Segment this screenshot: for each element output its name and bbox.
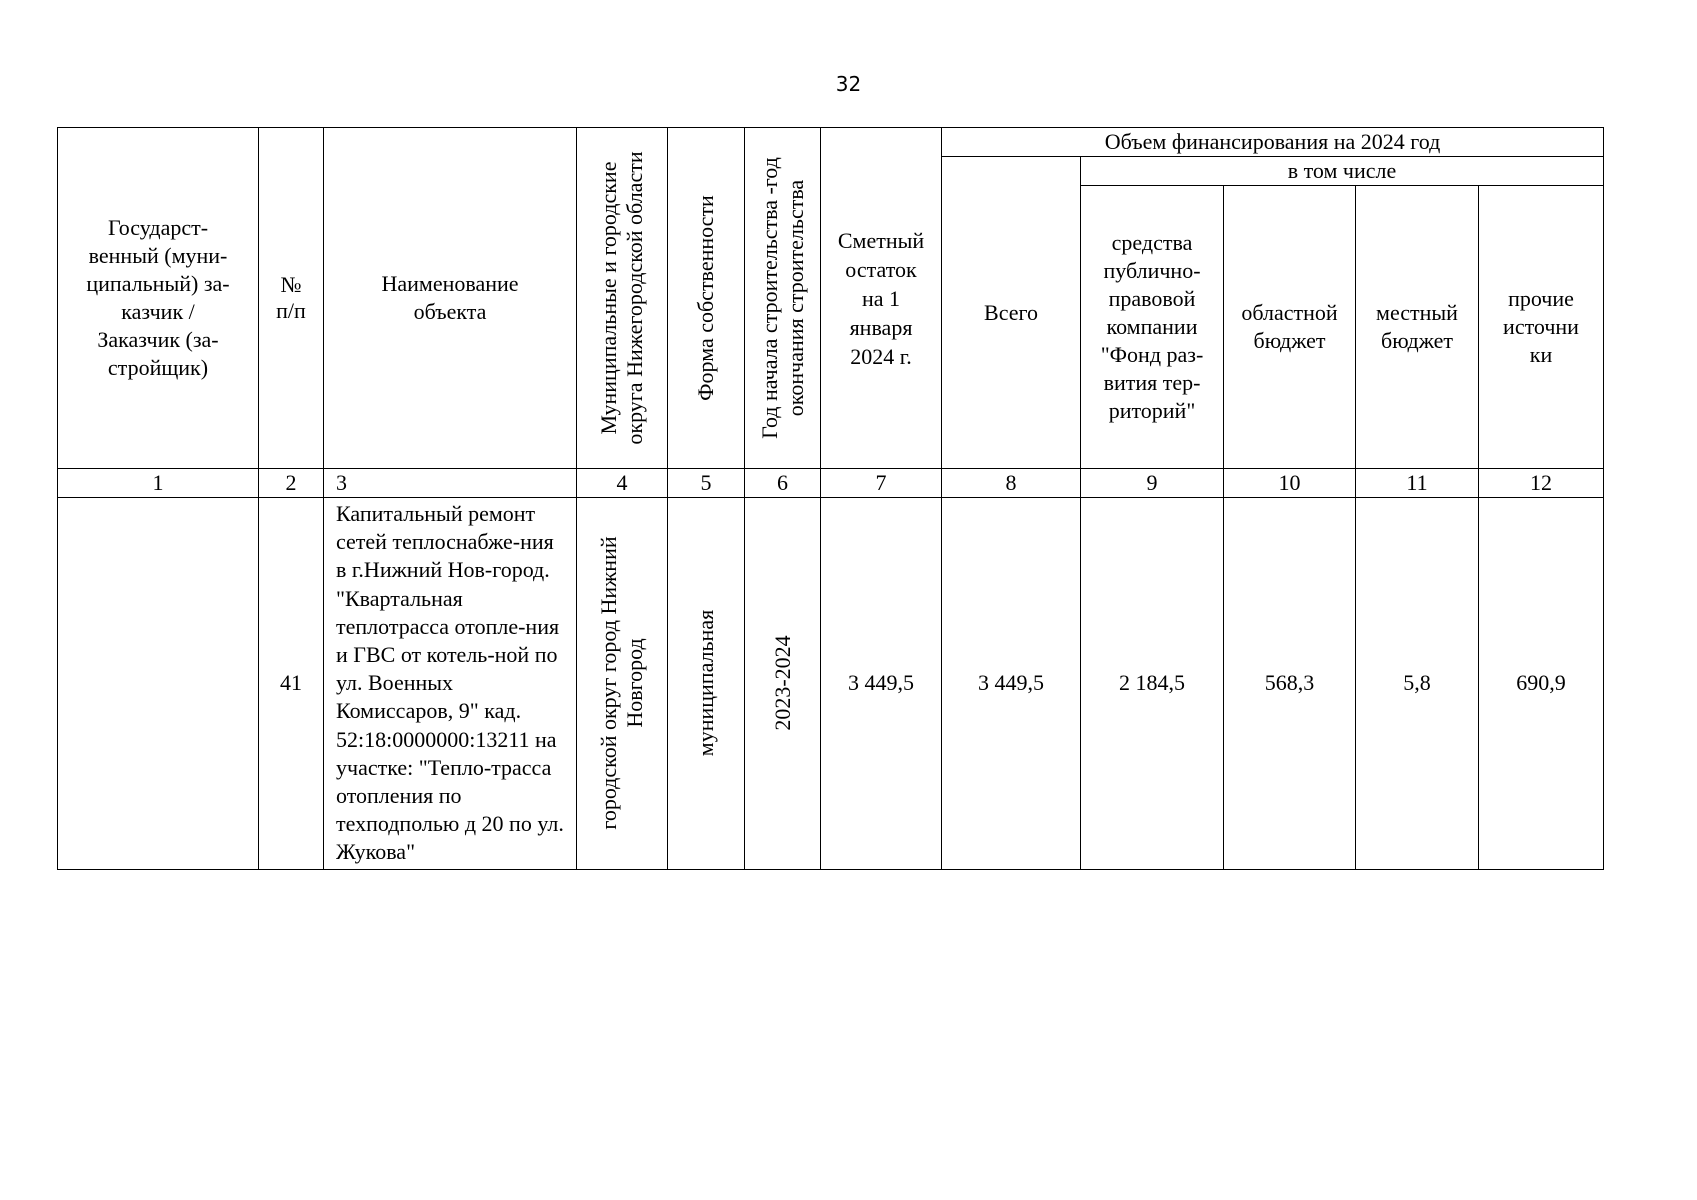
column-number: 5 xyxy=(668,469,745,498)
column-number: 2 xyxy=(259,469,324,498)
header-object-name: Наименование объекта xyxy=(324,128,577,469)
column-number: 10 xyxy=(1224,469,1356,498)
column-number: 1 xyxy=(58,469,259,498)
cell-regional: 568,3 xyxy=(1224,498,1356,870)
column-number: 7 xyxy=(821,469,942,498)
header-other: прочие источни ки xyxy=(1479,186,1604,469)
header-regional: областной бюджет xyxy=(1224,186,1356,469)
header-years-text: Год начала строительства -год окончания строительства xyxy=(756,157,808,439)
cell-customer xyxy=(58,498,259,870)
column-number: 4 xyxy=(577,469,668,498)
header-including: в том числе xyxy=(1081,157,1604,186)
header-ownership xyxy=(668,128,745,469)
header-number: № п/п xyxy=(259,128,324,469)
cell-years xyxy=(745,498,821,870)
column-number: 3 xyxy=(324,469,577,498)
header-financing-group: Объем финансирования на 2024 год xyxy=(942,128,1604,157)
column-number: 12 xyxy=(1479,469,1604,498)
column-number: 6 xyxy=(745,469,821,498)
cell-object-name: Капитальный ремонт сетей теплоснабже-ния в г.Нижний Нов-город. "Квартальная теплотрасса отопле-ния и ГВС от котель-ной по ул. Военных Комиссаров, 9" кад. 52:18:0000000:13211 на участке: "Тепло-трасса отопления по техподполью д 20 по ул. Жукова" xyxy=(324,498,577,870)
cell-estimated-balance: 3 449,5 xyxy=(821,498,942,870)
header-fund: средства публично-правовой компании "Фонд раз-вития тер-риторий" xyxy=(1081,186,1224,469)
table-row xyxy=(58,498,1604,870)
header-local: местный бюджет xyxy=(1356,186,1479,469)
cell-fund: 2 184,5 xyxy=(1081,498,1224,870)
header-ownership-text: Форма собственности xyxy=(693,195,718,401)
header-total: Всего xyxy=(942,157,1081,469)
cell-years-text: 2023-2024 xyxy=(769,635,795,731)
header-row-1 xyxy=(58,128,1604,157)
column-numbers-row xyxy=(58,469,1604,498)
cell-ownership xyxy=(668,498,745,870)
cell-ownership-text: муниципальная xyxy=(693,610,718,757)
cell-total: 3 449,5 xyxy=(942,498,1081,870)
header-estimated-balance: Сметный остаток на 1 января 2024 г. xyxy=(821,128,942,469)
column-number: 11 xyxy=(1356,469,1479,498)
page-number: 32 xyxy=(835,72,862,96)
column-number: 8 xyxy=(942,469,1081,498)
cell-local: 5,8 xyxy=(1356,498,1479,870)
header-municipality xyxy=(577,128,668,469)
financing-table xyxy=(57,127,1604,870)
header-customer: Государст-венный (муни-ципальный) за-казчик / Заказчик (за-стройщик) xyxy=(58,128,259,469)
header-years xyxy=(745,128,821,469)
cell-number: 41 xyxy=(259,498,324,870)
cell-municipality-text: городской округ город Нижний Новгород xyxy=(596,536,647,830)
cell-municipality xyxy=(577,498,668,870)
column-number: 9 xyxy=(1081,469,1224,498)
header-municipality-text: Муниципальные и городские округа Нижегородской области xyxy=(596,151,647,445)
cell-other: 690,9 xyxy=(1479,498,1604,870)
